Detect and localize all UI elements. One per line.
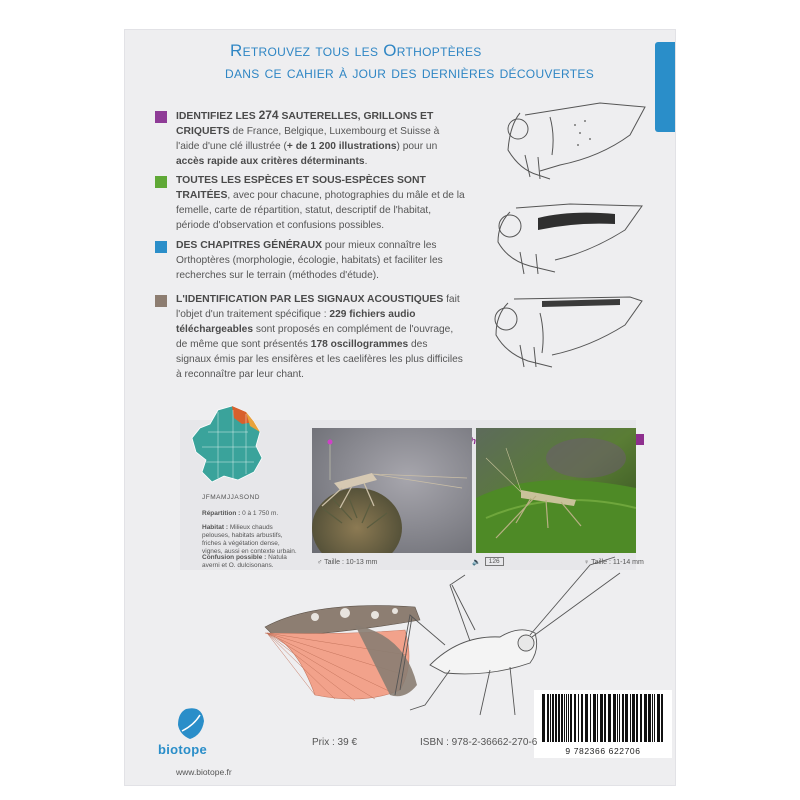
- feature-identification-key: IDENTIFIEZ LES 274 SAUTERELLES, GRILLONS ET CRIQUETS de France, Belgique, Luxembourg et Suisse à l'aide d'une clé illustrée (+ de 1 200 illustrations) pour un accès rapide aux critères déterminants.: [155, 108, 465, 169]
- barcode-bar: [648, 694, 651, 742]
- female-size: ♀ Taille : 11-14 mm: [584, 559, 644, 566]
- blue-square-icon: [155, 241, 167, 253]
- barcode-bar: [570, 694, 572, 742]
- barcode-bar: [593, 694, 596, 742]
- pronotum-sketch-2: [480, 190, 650, 275]
- feature-species-coverage: TOUTES LES ESPÈCES ET SOUS-ESPÈCES SONT TRAITÉES, avec pour chacune, photographies du mâle et de la femelle, carte de répartition, statut, descriptif de l'habitat, période d'observation et confusions possibles.: [155, 173, 465, 233]
- barcode-bar: [617, 694, 618, 742]
- barcode-bar: [578, 694, 579, 742]
- barcode-bar: [550, 694, 551, 742]
- confusion-text: Confusion possible : Natula averni et O. dulcisonans.: [202, 554, 287, 569]
- barcode-bar: [630, 694, 631, 742]
- purple-marker-icon: [635, 434, 644, 445]
- barcode-bar: [644, 694, 647, 742]
- barcode-bar: [561, 694, 563, 742]
- barcode-bar: [613, 694, 616, 742]
- price: Prix : 39 €: [312, 737, 358, 748]
- barcode-bar: [632, 694, 635, 742]
- edge-tab: [655, 42, 675, 132]
- barcode-bar: [597, 694, 598, 742]
- brown-square-icon: [155, 295, 167, 307]
- headline-line-1: Retrouvez tous les Orthoptères: [230, 41, 482, 60]
- feature-acoustic-signals: L'IDENTIFICATION PAR LES SIGNAUX ACOUSTIQUES fait l'objet d'un traitement spécifique : 229 fichiers audio téléchargeables sont proposés en complément de l'ouvrage, de même que sont présentés 178 oscillogrammes des signaux émis par les ensifères et les caelifères les plus difficiles à reconnaître par leur chant.: [155, 292, 465, 382]
- barcode-bar: [558, 694, 560, 742]
- headline-line-2: dans ce cahier à jour des dernières découvertes: [225, 63, 594, 82]
- barcode-bar: [657, 694, 660, 742]
- barcode-bar: [652, 694, 653, 742]
- speaker-icon: 🔈: [472, 558, 481, 566]
- barcode-bar: [600, 694, 603, 742]
- male-size: ♂ Taille : 10-13 mm: [317, 559, 378, 566]
- purple-square-icon: [155, 111, 167, 123]
- green-square-icon: [155, 176, 167, 188]
- barcode-bar: [604, 694, 606, 742]
- pronotum-sketch-1: [480, 95, 650, 180]
- barcode-bar: [622, 694, 624, 742]
- observation-months: JFMAMJJASOND: [202, 494, 260, 501]
- male-photo: [312, 428, 472, 553]
- france-distribution-map: [188, 402, 276, 492]
- website-link[interactable]: www.biotope.fr: [176, 767, 232, 777]
- barcode-bars: [534, 690, 672, 746]
- barcode-bar: [619, 694, 620, 742]
- barcode-bar: [581, 694, 583, 742]
- barcode-bar: [547, 694, 549, 742]
- species-sample-panel: [180, 420, 644, 570]
- barcode-bar: [661, 694, 663, 742]
- barcode-bar: [585, 694, 588, 742]
- isbn: ISBN : 978-2-36662-270-6: [420, 737, 538, 748]
- barcode-bar: [574, 694, 576, 742]
- barcode-digits: 9 782366 622706: [565, 746, 641, 756]
- barcode-bar: [566, 694, 567, 742]
- repartition-text: Répartition : 0 à 1 750 m.: [202, 510, 279, 517]
- barcode-bar: [568, 694, 569, 742]
- barcode-bar: [636, 694, 638, 742]
- barcode-bar: [552, 694, 554, 742]
- barcode-bar: [654, 694, 655, 742]
- barcode-bar: [625, 694, 628, 742]
- barcode-bar: [555, 694, 557, 742]
- pronotum-sketch-3: [480, 283, 650, 368]
- habitat-text: Habitat : Milieux chauds pelouses, habitats arbustifs, friches à végétation dense, vignes, aussi en contexte urbain.: [202, 524, 297, 555]
- barcode-bar: [542, 694, 545, 742]
- isbn-barcode: [534, 690, 672, 758]
- barcode-bar: [608, 694, 611, 742]
- barcode-bar: [590, 694, 591, 742]
- female-photo: [476, 428, 636, 553]
- feature-general-chapters: DES CHAPITRES GÉNÉRAUX pour mieux connaître les Orthoptères (morphologie, écologie, habitats) et faciliter les recherches sur le terrain (méthodes d'étude).: [155, 238, 465, 283]
- audio-track-number: 126: [485, 557, 504, 566]
- barcode-bar: [564, 694, 565, 742]
- biotope-logo: biotope: [158, 742, 208, 757]
- barcode-bar: [640, 694, 642, 742]
